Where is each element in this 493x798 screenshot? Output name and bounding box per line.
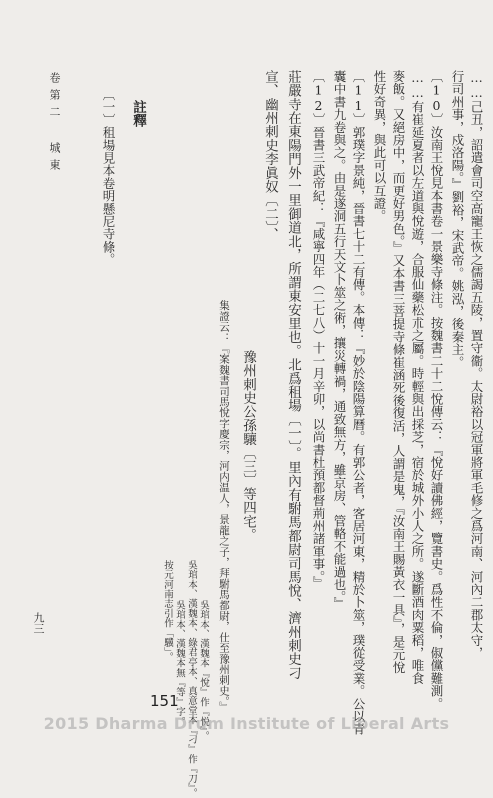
annotation-column-1: 集證云：『案魏書司馬悅字慶宗，河内温人，景龍之子，拜駙馬都尉，仕至豫州刺史。』 <box>218 300 230 713</box>
text-column-4: ……有崔延夏者以左道與悅遊，合服仙藥松朮之屬。時輕與出採芝，宿於城外小人之所。遂斷酒肉粟稻，唯食 <box>410 70 425 685</box>
text-column-1: ……己丑，詔遣會司空高寵王恢之儒謁五陵，置守衞。太尉裕以冠軍將軍毛修之爲河南、河內二郡太守， <box>469 70 484 660</box>
text-column-5: 麥飯。又絕房中，而更好男色。』又本書三菩提寺條崔涵死後復活，人謂是鬼，『汝南王賜黃衣一具』，是元悅 <box>391 70 406 674</box>
annotation-column-2: 吳琯本、漢魏本『悅』作『悦』。 <box>198 600 209 741</box>
main-text-column-1: 莊嚴寺在東陽門外一里御道北，所謂東安里也。北爲租場〔一〕。里內有駙馬都尉司馬悅、濟州刺史刁 <box>285 70 301 680</box>
note-1: 〔一〕租場見本卷明懸尼寺條。 <box>101 88 116 266</box>
text-column-3: 〔10〕汝南王悅見本書卷一景樂寺條注。按魏書二十二悅傳云：『悅好讀佛經，覽書史。爲性不倫，俶儻難測。 <box>429 70 444 710</box>
annotation-column-3: 吳琯本、漢魏本、綠君亭本、真意堂本『刁』作『刀』。 <box>186 560 197 798</box>
main-text-column-2: 宣、幽州刺史李眞奴〔二〕、 <box>262 70 278 242</box>
section-heading-notes: 註釋 <box>130 100 146 128</box>
annotation-column-4: 吳琯本、漢魏本無『等』字。 <box>174 600 185 727</box>
watermark: 2015 Dharma Drum Institute of Liberal Arts <box>43 714 450 733</box>
text-column-6: 性好奇異，與此可以互證。 <box>372 70 387 223</box>
page-number: 151 <box>150 692 179 710</box>
folio: 九三 <box>32 612 45 634</box>
annotation-column-5: 按元河南志引作「驥」。 <box>162 560 173 662</box>
main-text-column-3: 豫州刺史公孫驤〔三〕等四宅。 <box>240 350 256 542</box>
running-head: 卷第二 城東 <box>48 72 61 176</box>
text-column-9: 〔12〕晉書三武帝紀：『咸寧四年（二七八）十一月辛卯，以尚書杜預都督荊州諸軍事。』 <box>311 70 326 590</box>
text-column-7: 〔11〕郭璞字景純，晉書七十二有傳。本傳：『妙於陰陽算曆。有郭公者，客居河東，精於卜筮，璞從受業。公以青 <box>351 70 366 736</box>
text-column-8: 囊中書九卷與之。由是遂洞五行天文卜筮之術，攘災轉禍，通致無方，雖京房、管輅不能過也。』 <box>332 70 347 610</box>
text-column-2: 行司州事，戍洛陽。』劉裕，宋武帝。姚泓，後秦主。 <box>450 70 465 369</box>
